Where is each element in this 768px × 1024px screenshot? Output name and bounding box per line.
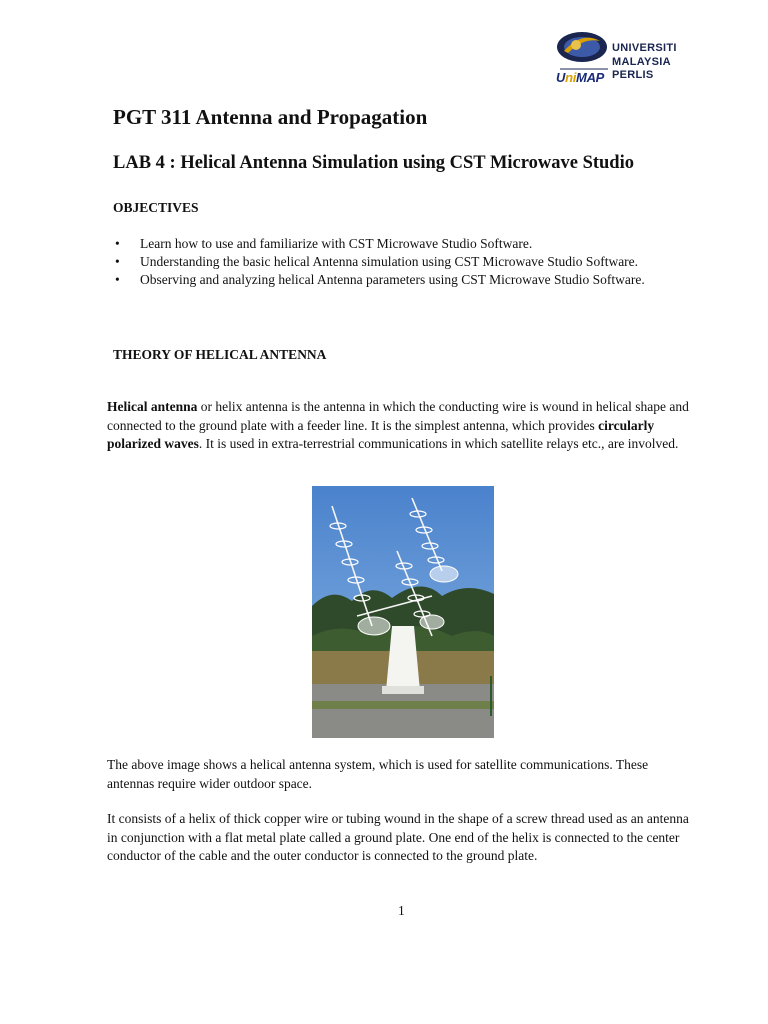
logo-line-malaysia: MALAYSIA (612, 55, 671, 68)
theory-paragraph-1 (107, 398, 697, 454)
brand-map: MAP (576, 70, 605, 85)
objectives-list (113, 235, 673, 289)
list-item: • Observing and analyzing helical Antenna parameters using CST Microwave Studio Software. (113, 271, 673, 289)
brand-ni: ni (565, 70, 577, 85)
objectives-heading: OBJECTIVES (113, 200, 199, 215)
logo-line-perlis: PERLIS (612, 69, 654, 81)
helical-antenna-term: Helical antenna (107, 399, 198, 414)
logo-wordmark (612, 42, 677, 83)
unimap-brand (556, 70, 604, 85)
brand-u: U (556, 70, 566, 85)
list-item: • Understanding the basic helical Antenna simulation using CST Microwave Studio Software. (113, 253, 673, 271)
lab-title: LAB 4 : Helical Antenna Simulation using CST Microwave Studio (113, 153, 634, 173)
page-number: 1 (398, 903, 405, 918)
theory-paragraph-3: It consists of a helix of thick copper wire or tubing wound in the shape of a screw thread used as an antenna in conjunction with a flat metal plate called a ground plate. One end of the helix is connected to the center conductor of the cable and the outer conductor is connected to the ground plate. (107, 811, 689, 864)
circular-polarization-term: circularly polarized waves (107, 417, 655, 452)
p1-text-b: . It is used in extra-terrestrial communications in which satellite relays etc., are involved. (198, 436, 679, 452)
theory-heading: THEORY OF HELICAL ANTENNA (113, 347, 327, 362)
list-item: • Learn how to use and familiarize with CST Microwave Studio Software. (113, 235, 673, 253)
helical-antenna-photo (312, 486, 494, 738)
theory-paragraph-2: The above image shows a helical antenna system, which is used for satellite communications. These antennas require wider outdoor space. (107, 757, 649, 791)
logo-line-universiti: UNIVERSITI (612, 42, 677, 54)
p1-text-a: or helix antenna is the antenna in which the conducting wire is wound in helical shape and connected to the ground plate with a feeder line. It is the simplest antenna, which provides (107, 399, 689, 433)
course-title: PGT 311 Antenna and Propagation (113, 105, 428, 129)
